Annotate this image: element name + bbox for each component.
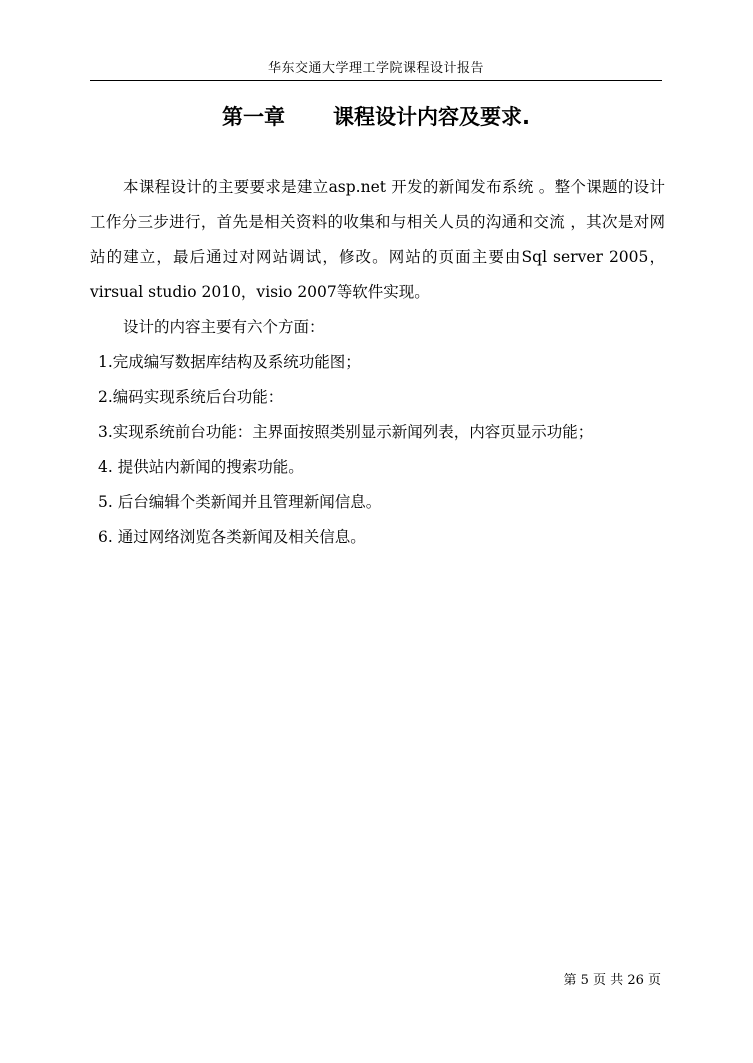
page-number-footer: 第 5 页 共 26 页 — [563, 973, 661, 988]
body-content — [90, 170, 665, 555]
intro-paragraph: 本课程设计的主要要求是建立asp.net 开发的新闻发布系统 。整个课题的设计工作分三步进行，首先是相关资料的收集和与相关人员的沟通和交流 ，其次是对网站的建立，最后通过对网站调试，修改。网站的页面主要由Sql server 2005，virsual studio 2010，visio 2007等软件实现。 — [90, 178, 665, 301]
list-item: 6. 通过网络浏览各类新闻及相关信息。 — [98, 528, 366, 546]
header-divider — [90, 80, 662, 81]
list-item: 1.完成编写数据库结构及系统功能图； — [98, 353, 361, 371]
list-item: 4. 提供站内新闻的搜索功能。 — [98, 458, 304, 476]
chapter-number: 第一章 — [222, 105, 285, 129]
chapter-title: 课程设计内容及要求. — [333, 105, 530, 129]
list-item: 3.实现系统前台功能：主界面按照类别显示新闻列表，内容页显示功能； — [98, 423, 594, 441]
contents-intro-paragraph: 设计的内容主要有六个方面： — [123, 318, 325, 336]
chapter-heading — [90, 102, 662, 132]
list-item: 2.编码实现系统后台功能： — [98, 388, 284, 406]
page-header: 华东交通大学理工学院课程设计报告 — [267, 61, 484, 76]
list-item: 5. 后台编辑个类新闻并且管理新闻信息。 — [98, 493, 382, 511]
